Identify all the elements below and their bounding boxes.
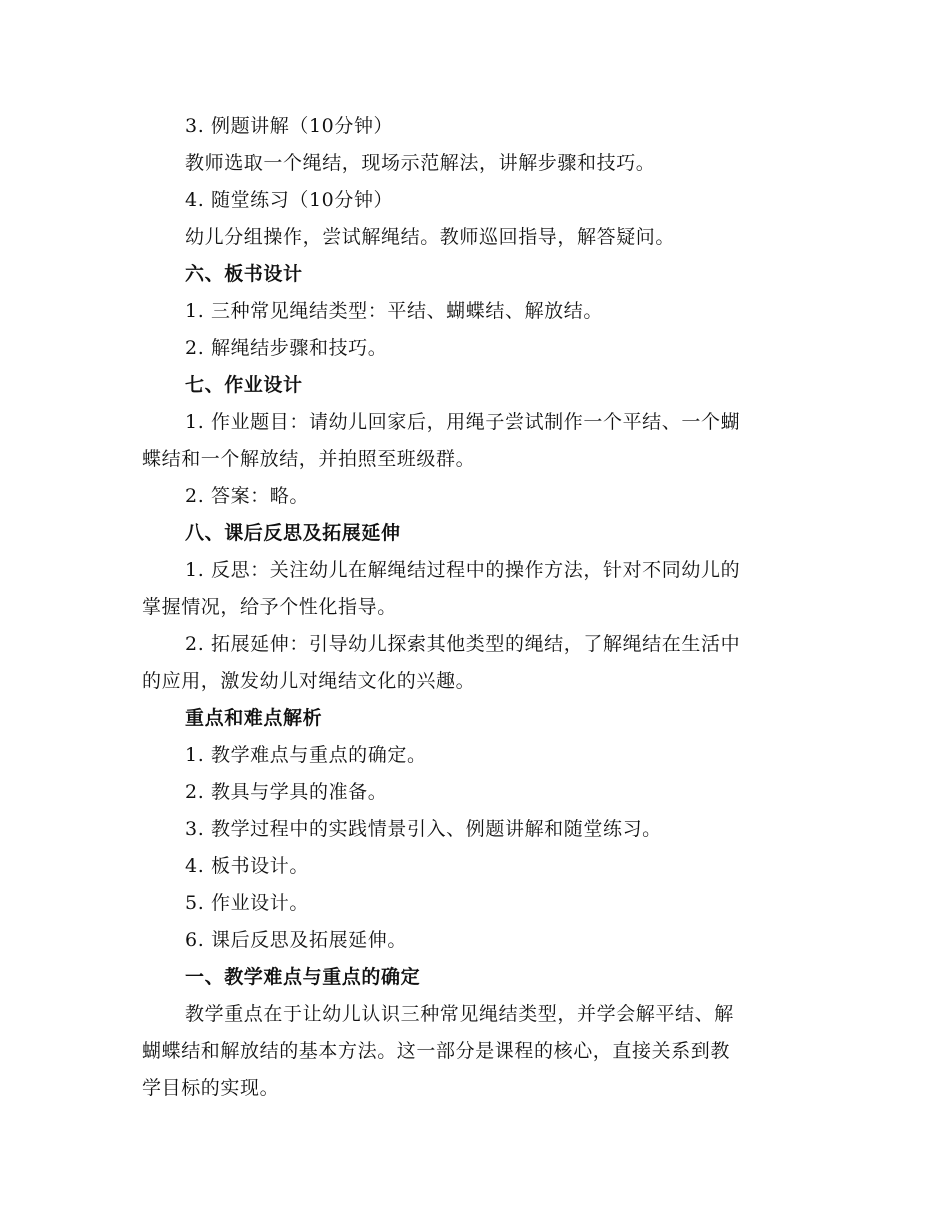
list-item-continuation: 蝶结和一个解放结，并拍照至班级群。: [142, 448, 476, 470]
list-item: 1. 三种常见绳结类型：平结、蝴蝶结、解放结。: [185, 300, 603, 322]
list-item: 1. 教学难点与重点的确定。: [185, 744, 427, 766]
list-item: 5. 作业设计。: [185, 892, 309, 914]
list-item: 6. 课后反思及拓展延伸。: [185, 929, 407, 951]
paragraph: 教学重点在于让幼儿认识三种常见绳结类型，并学会解平结、解: [185, 1003, 734, 1025]
paragraph-continuation: 蝴蝶结和解放结的基本方法。这一部分是课程的核心，直接关系到教: [142, 1040, 731, 1062]
list-item: 3. 例题讲解（10分钟）: [185, 115, 394, 137]
section-heading: 重点和难点解析: [185, 707, 323, 729]
list-item: 4. 板书设计。: [185, 855, 309, 877]
paragraph-continuation: 学目标的实现。: [142, 1077, 280, 1099]
section-heading: 一、教学难点与重点的确定: [185, 966, 421, 988]
list-item: 1. 反思：关注幼儿在解绳结过程中的操作方法，针对不同幼儿的: [185, 559, 741, 581]
list-item-continuation: 掌握情况，给予个性化指导。: [142, 596, 397, 618]
list-item: 4. 随堂练习（10分钟）: [185, 189, 394, 211]
section-heading: 六、板书设计: [185, 263, 303, 285]
list-item-continuation: 的应用，激发幼儿对绳结文化的兴趣。: [142, 670, 476, 692]
list-item: 2. 教具与学具的准备。: [185, 781, 388, 803]
paragraph: 幼儿分组操作，尝试解绳结。教师巡回指导，解答疑问。: [185, 226, 676, 248]
list-item: 1. 作业题目：请幼儿回家后，用绳子尝试制作一个平结、一个蝴: [185, 411, 741, 433]
section-heading: 八、课后反思及拓展延伸: [185, 522, 401, 544]
list-item: 3. 教学过程中的实践情景引入、例题讲解和随堂练习。: [185, 818, 662, 840]
section-heading: 七、作业设计: [185, 374, 303, 396]
list-item: 2. 拓展延伸：引导幼儿探索其他类型的绳结，了解绳结在生活中: [185, 633, 741, 655]
paragraph: 教师选取一个绳结，现场示范解法，讲解步骤和技巧。: [185, 152, 656, 174]
list-item: 2. 解绳结步骤和技巧。: [185, 337, 388, 359]
list-item: 2. 答案：略。: [185, 485, 309, 507]
